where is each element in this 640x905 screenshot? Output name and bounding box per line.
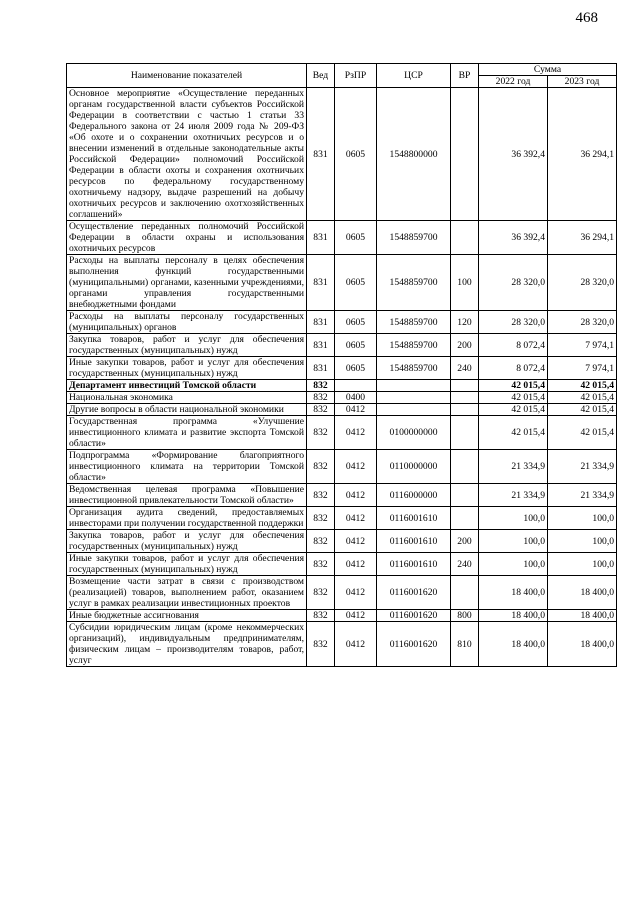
cell-ved: 832 bbox=[307, 530, 335, 553]
cell-2023: 36 294,1 bbox=[548, 88, 617, 221]
cell-ved: 831 bbox=[307, 334, 335, 357]
cell-ved: 832 bbox=[307, 392, 335, 404]
header-ved: Вед bbox=[307, 64, 335, 88]
cell-2022: 21 334,9 bbox=[479, 450, 548, 484]
cell-name: Возмещение части затрат в связи с производством (реализацией) товаров, выполнением работ, оказанием услуг в рамках реализации инвестиционных проектов bbox=[67, 576, 307, 610]
cell-csr: 0116001620 bbox=[377, 610, 451, 622]
header-name: Наименование показателей bbox=[67, 64, 307, 88]
table-row bbox=[67, 484, 617, 507]
cell-csr bbox=[377, 404, 451, 416]
cell-rzpr: 0412 bbox=[335, 553, 377, 576]
cell-ved: 831 bbox=[307, 255, 335, 311]
table-row bbox=[67, 404, 617, 416]
cell-2023: 42 015,4 bbox=[548, 416, 617, 450]
cell-ved: 831 bbox=[307, 357, 335, 380]
cell-ved: 832 bbox=[307, 450, 335, 484]
table-row bbox=[67, 610, 617, 622]
cell-rzpr: 0605 bbox=[335, 221, 377, 255]
cell-name: Осуществление переданных полномочий Российской Федерации в области охраны и использования охотничьих ресурсов bbox=[67, 221, 307, 255]
cell-2022: 8 072,4 bbox=[479, 334, 548, 357]
cell-vr: 120 bbox=[451, 311, 479, 334]
page-number: 468 bbox=[575, 10, 598, 26]
cell-csr: 0116001620 bbox=[377, 576, 451, 610]
cell-2023: 21 334,9 bbox=[548, 450, 617, 484]
cell-csr bbox=[377, 380, 451, 392]
cell-ved: 832 bbox=[307, 610, 335, 622]
cell-vr bbox=[451, 380, 479, 392]
cell-2023: 7 974,1 bbox=[548, 357, 617, 380]
cell-rzpr: 0412 bbox=[335, 404, 377, 416]
cell-name: Ведомственная целевая программа «Повышение инвестиционной привлекательности Томской области» bbox=[67, 484, 307, 507]
cell-ved: 832 bbox=[307, 553, 335, 576]
cell-2022: 42 015,4 bbox=[479, 392, 548, 404]
cell-name: Расходы на выплаты персоналу в целях обеспечения выполнения функций государственными (муниципальными) органами, казенными учреждениями, органами управления государственными внебюджетными фондами bbox=[67, 255, 307, 311]
cell-ved: 831 bbox=[307, 311, 335, 334]
cell-2023: 28 320,0 bbox=[548, 311, 617, 334]
cell-2022: 18 400,0 bbox=[479, 622, 548, 667]
cell-rzpr: 0412 bbox=[335, 507, 377, 530]
header-year-2023: 2023 год bbox=[548, 76, 617, 88]
cell-2022: 100,0 bbox=[479, 507, 548, 530]
table-row bbox=[67, 416, 617, 450]
cell-vr bbox=[451, 416, 479, 450]
table-row bbox=[67, 311, 617, 334]
cell-2023: 28 320,0 bbox=[548, 255, 617, 311]
table-row bbox=[67, 255, 617, 311]
header-csr: ЦСР bbox=[377, 64, 451, 88]
cell-csr: 0100000000 bbox=[377, 416, 451, 450]
cell-name: Закупка товаров, работ и услуг для обеспечения государственных (муниципальных) нужд bbox=[67, 530, 307, 553]
cell-rzpr: 0412 bbox=[335, 416, 377, 450]
cell-csr: 1548859700 bbox=[377, 311, 451, 334]
cell-name: Другие вопросы в области национальной экономики bbox=[67, 404, 307, 416]
cell-vr bbox=[451, 507, 479, 530]
cell-csr: 1548859700 bbox=[377, 357, 451, 380]
cell-vr bbox=[451, 576, 479, 610]
cell-name: Национальная экономика bbox=[67, 392, 307, 404]
cell-2022: 100,0 bbox=[479, 553, 548, 576]
cell-2023: 42 015,4 bbox=[548, 392, 617, 404]
cell-2022: 8 072,4 bbox=[479, 357, 548, 380]
cell-csr: 0116001610 bbox=[377, 507, 451, 530]
table-row bbox=[67, 530, 617, 553]
header-sum: Сумма bbox=[479, 64, 617, 76]
cell-vr: 240 bbox=[451, 553, 479, 576]
cell-vr bbox=[451, 221, 479, 255]
cell-2023: 42 015,4 bbox=[548, 404, 617, 416]
cell-csr bbox=[377, 392, 451, 404]
cell-vr bbox=[451, 404, 479, 416]
cell-2023: 18 400,0 bbox=[548, 576, 617, 610]
cell-name: Иные закупки товаров, работ и услуг для обеспечения государственных (муниципальных) нужд bbox=[67, 553, 307, 576]
cell-2023: 42 015,4 bbox=[548, 380, 617, 392]
cell-2022: 18 400,0 bbox=[479, 576, 548, 610]
cell-ved: 832 bbox=[307, 622, 335, 667]
cell-ved: 832 bbox=[307, 507, 335, 530]
cell-rzpr: 0412 bbox=[335, 610, 377, 622]
cell-csr: 0116001620 bbox=[377, 622, 451, 667]
cell-name: Департамент инвестиций Томской области bbox=[67, 380, 307, 392]
cell-name: Основное мероприятие «Осуществление переданных органам государственной власти субъектов Российской Федерации в соответствии с частью 1 статьи 33 Федерального закона от 24 июля 2009 года № 209-ФЗ «Об охоте и о сохранении охотничьих ресурсов и о внесении изменений в отдельные законодательные акты Российской Федерации» полномочий Российской Федерации в области охоты и сохранения охотничьих ресурсов по федеральному государственному охотничьему надзору, выдаче разрешений на добычу охотничьих ресурсов и заключению охотхозяйственных соглашений» bbox=[67, 88, 307, 221]
header-rzpr: РзПР bbox=[335, 64, 377, 88]
header-vr: ВР bbox=[451, 64, 479, 88]
cell-2022: 42 015,4 bbox=[479, 416, 548, 450]
cell-2022: 18 400,0 bbox=[479, 610, 548, 622]
cell-2023: 21 334,9 bbox=[548, 484, 617, 507]
cell-rzpr: 0605 bbox=[335, 357, 377, 380]
cell-rzpr: 0605 bbox=[335, 88, 377, 221]
cell-2023: 100,0 bbox=[548, 507, 617, 530]
cell-rzpr: 0605 bbox=[335, 255, 377, 311]
cell-rzpr: 0605 bbox=[335, 334, 377, 357]
cell-2023: 18 400,0 bbox=[548, 610, 617, 622]
cell-ved: 832 bbox=[307, 380, 335, 392]
table-row bbox=[67, 576, 617, 610]
cell-2022: 28 320,0 bbox=[479, 255, 548, 311]
header-year-2022: 2022 год bbox=[479, 76, 548, 88]
cell-vr bbox=[451, 88, 479, 221]
cell-rzpr: 0412 bbox=[335, 530, 377, 553]
cell-2022: 36 392,4 bbox=[479, 88, 548, 221]
cell-rzpr: 0412 bbox=[335, 484, 377, 507]
cell-ved: 832 bbox=[307, 484, 335, 507]
cell-2023: 100,0 bbox=[548, 553, 617, 576]
cell-2022: 100,0 bbox=[479, 530, 548, 553]
cell-vr: 800 bbox=[451, 610, 479, 622]
table-row bbox=[67, 553, 617, 576]
cell-rzpr: 0412 bbox=[335, 576, 377, 610]
cell-vr: 200 bbox=[451, 530, 479, 553]
cell-name: Расходы на выплаты персоналу государственных (муниципальных) органов bbox=[67, 311, 307, 334]
cell-2022: 21 334,9 bbox=[479, 484, 548, 507]
cell-vr bbox=[451, 392, 479, 404]
cell-2022: 42 015,4 bbox=[479, 380, 548, 392]
cell-ved: 832 bbox=[307, 416, 335, 450]
table-row bbox=[67, 507, 617, 530]
cell-name: Иные закупки товаров, работ и услуг для обеспечения государственных (муниципальных) нужд bbox=[67, 357, 307, 380]
cell-vr: 810 bbox=[451, 622, 479, 667]
cell-csr: 0116001610 bbox=[377, 553, 451, 576]
cell-vr bbox=[451, 450, 479, 484]
cell-2022: 42 015,4 bbox=[479, 404, 548, 416]
table-row bbox=[67, 88, 617, 221]
cell-2022: 28 320,0 bbox=[479, 311, 548, 334]
cell-2023: 18 400,0 bbox=[548, 622, 617, 667]
cell-csr: 0110000000 bbox=[377, 450, 451, 484]
cell-csr: 1548859700 bbox=[377, 334, 451, 357]
cell-2023: 7 974,1 bbox=[548, 334, 617, 357]
cell-name: Подпрограмма «Формирование благоприятного инвестиционного климата на территории Томской области» bbox=[67, 450, 307, 484]
cell-vr: 200 bbox=[451, 334, 479, 357]
cell-csr: 1548800000 bbox=[377, 88, 451, 221]
table-row bbox=[67, 622, 617, 667]
cell-rzpr bbox=[335, 380, 377, 392]
cell-2023: 36 294,1 bbox=[548, 221, 617, 255]
cell-name: Организация аудита сведений, предоставляемых инвесторами при получении государственной поддержки bbox=[67, 507, 307, 530]
cell-vr: 240 bbox=[451, 357, 479, 380]
cell-name: Иные бюджетные ассигнования bbox=[67, 610, 307, 622]
cell-2022: 36 392,4 bbox=[479, 221, 548, 255]
cell-ved: 831 bbox=[307, 221, 335, 255]
cell-vr: 100 bbox=[451, 255, 479, 311]
cell-csr: 1548859700 bbox=[377, 221, 451, 255]
cell-ved: 832 bbox=[307, 404, 335, 416]
cell-csr: 0116001610 bbox=[377, 530, 451, 553]
table-row bbox=[67, 334, 617, 357]
cell-name: Субсидии юридическим лицам (кроме некоммерческих организаций), индивидуальным предпринимателям, физическим лицам – производителям товаров, работ, услуг bbox=[67, 622, 307, 667]
cell-csr: 0116000000 bbox=[377, 484, 451, 507]
budget-table bbox=[66, 63, 617, 667]
header-row bbox=[67, 64, 617, 76]
cell-rzpr: 0412 bbox=[335, 622, 377, 667]
cell-name: Государственная программа «Улучшение инвестиционного климата и развитие экспорта Томской области» bbox=[67, 416, 307, 450]
cell-csr: 1548859700 bbox=[377, 255, 451, 311]
cell-rzpr: 0412 bbox=[335, 450, 377, 484]
table-row bbox=[67, 357, 617, 380]
cell-vr bbox=[451, 484, 479, 507]
table-row bbox=[67, 392, 617, 404]
cell-2023: 100,0 bbox=[548, 530, 617, 553]
cell-ved: 831 bbox=[307, 88, 335, 221]
cell-rzpr: 0605 bbox=[335, 311, 377, 334]
table-row bbox=[67, 380, 617, 392]
cell-rzpr: 0400 bbox=[335, 392, 377, 404]
table-row bbox=[67, 450, 617, 484]
table-row bbox=[67, 221, 617, 255]
cell-name: Закупка товаров, работ и услуг для обеспечения государственных (муниципальных) нужд bbox=[67, 334, 307, 357]
cell-ved: 832 bbox=[307, 576, 335, 610]
